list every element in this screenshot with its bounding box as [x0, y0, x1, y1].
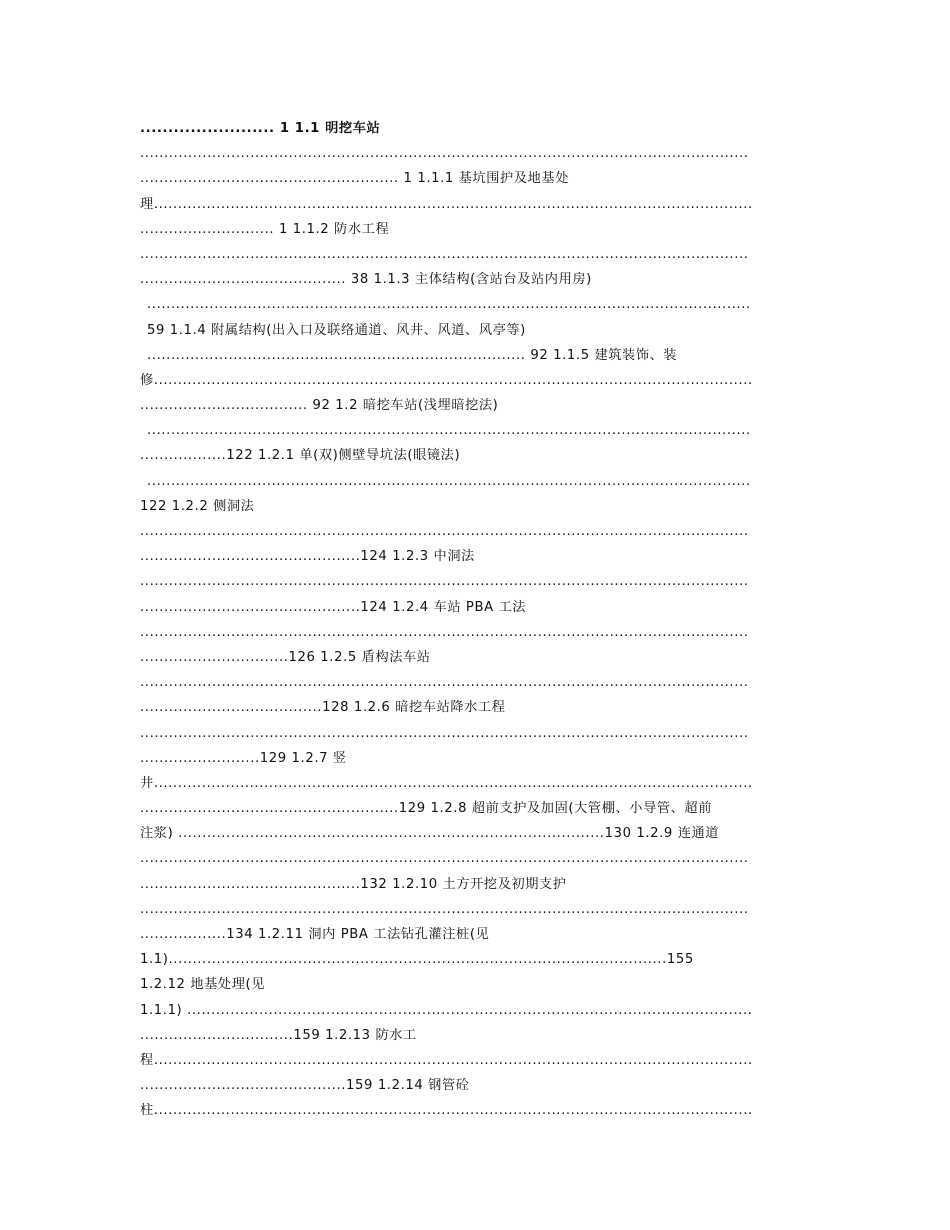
toc-line: ..............................................124 1.2.4 车站 PBA 工法	[140, 599, 527, 615]
toc-line: 井.............................................................................................................................	[140, 775, 753, 791]
toc-line: ..................134 1.2.11 洞内 PBA 工法钻孔灌注桩(见	[140, 927, 490, 942]
toc-line: ..............................................124 1.2.3 中洞法	[140, 549, 475, 565]
toc-line: ............................ 1 1.1.2 防水工程	[140, 221, 390, 237]
toc-line: ...........................................159 1.2.14 钢管砼	[140, 1078, 470, 1094]
toc-line: ...................................................... 1 1.1.1 基坑围护及地基处	[140, 171, 569, 187]
toc-line: ........................................... 38 1.1.3 主体结构(含站台及站内用房)	[140, 272, 592, 288]
toc-line: ..............................................132 1.2.10 土方开挖及初期支护	[140, 876, 567, 892]
toc-line: ...............................................................................................................................	[140, 246, 749, 262]
toc-line: ..............................................................................................................................	[147, 473, 751, 489]
toc-line: 程.............................................................................................................................	[140, 1052, 753, 1068]
toc-line: ...............................................................................................................................	[140, 524, 749, 539]
toc-line: ...............................................................................................................................	[140, 675, 749, 691]
toc-line: ......................................128 1.2.6 暗挖车站降水工程	[140, 700, 506, 716]
toc-line: ...............................126 1.2.5 盾构法车站	[140, 649, 431, 665]
toc-line: 1.1)........................................................................................................155	[140, 952, 694, 968]
toc-line: ......................................................129 1.2.8 超前支护及加固(大管棚、小导管、超前	[140, 801, 713, 817]
toc-line: 修.............................................................................................................................	[140, 372, 753, 388]
toc-line: 1.1.1) ......................................................................................................................	[140, 1002, 753, 1018]
toc-line: ...............................................................................................................................	[140, 574, 749, 590]
toc-line: 理.............................................................................................................................	[140, 196, 753, 212]
toc-line: 柱.............................................................................................................................	[140, 1103, 753, 1119]
toc-line: ................................159 1.2.13 防水工	[140, 1027, 417, 1043]
toc-line: ........................ 1 1.1 明挖车站	[140, 121, 381, 136]
toc-line: 注浆) .........................................................................................130 1.2.9 连通道	[140, 826, 720, 842]
toc-line: ...............................................................................................................................	[140, 146, 749, 162]
toc-line: ...............................................................................................................................	[140, 624, 749, 640]
toc-line: 1.2.12 地基处理(见	[140, 977, 266, 993]
toc-line: ...............................................................................................................................	[140, 851, 749, 867]
toc-line: 59 1.1.4 附属结构(出入口及联络通道、风井、风道、风亭等)	[147, 322, 526, 338]
toc-line: 122 1.2.2 侧洞法	[140, 498, 255, 514]
toc-line: .........................129 1.2.7 竖	[140, 750, 347, 766]
toc-line: ..................122 1.2.1 单(双)侧壁导坑法(眼镜法)	[140, 448, 461, 464]
toc-line: ................................... 92 1.2 暗挖车站(浅埋暗挖法)	[140, 398, 499, 414]
toc-line: ..............................................................................................................................	[147, 297, 751, 313]
toc-line: ..............................................................................................................................	[147, 423, 751, 439]
toc-line: ...............................................................................................................................	[140, 901, 749, 917]
toc-line: ............................................................................... 92 1.1.5 建筑装饰、装	[147, 347, 678, 363]
toc-line: ...............................................................................................................................	[140, 725, 749, 741]
table-of-contents	[140, 116, 830, 1124]
